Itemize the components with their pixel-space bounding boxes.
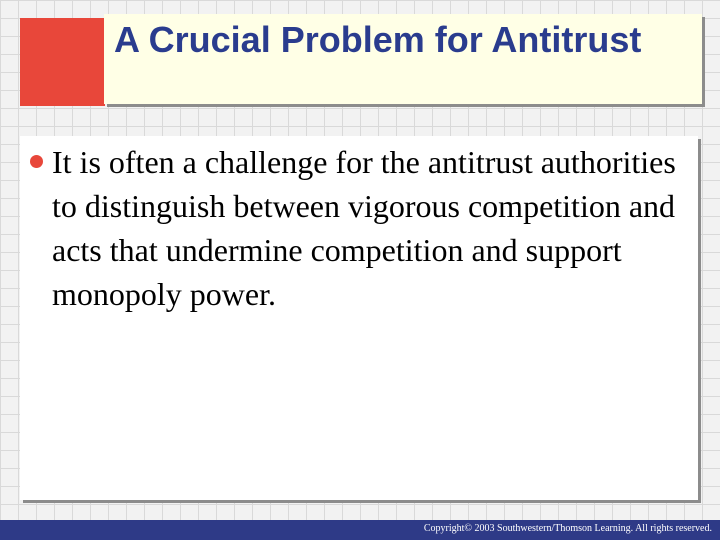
bullet-text: It is often a challenge for the antitrust authorities to distinguish between vigorous competition and acts that undermine competition and support monopoly power. bbox=[52, 144, 676, 312]
copyright-notice: Copyright© 2003 Southwestern/Thomson Learning. All rights reserved. bbox=[423, 523, 712, 534]
footer-bar bbox=[0, 520, 720, 540]
slide-title: A Crucial Problem for Antitrust bbox=[114, 19, 642, 60]
title-box bbox=[104, 14, 702, 104]
bullet-item bbox=[30, 140, 690, 316]
bullet-dot-icon bbox=[30, 155, 43, 168]
title-accent-bar bbox=[20, 18, 105, 106]
content-area bbox=[20, 136, 698, 500]
